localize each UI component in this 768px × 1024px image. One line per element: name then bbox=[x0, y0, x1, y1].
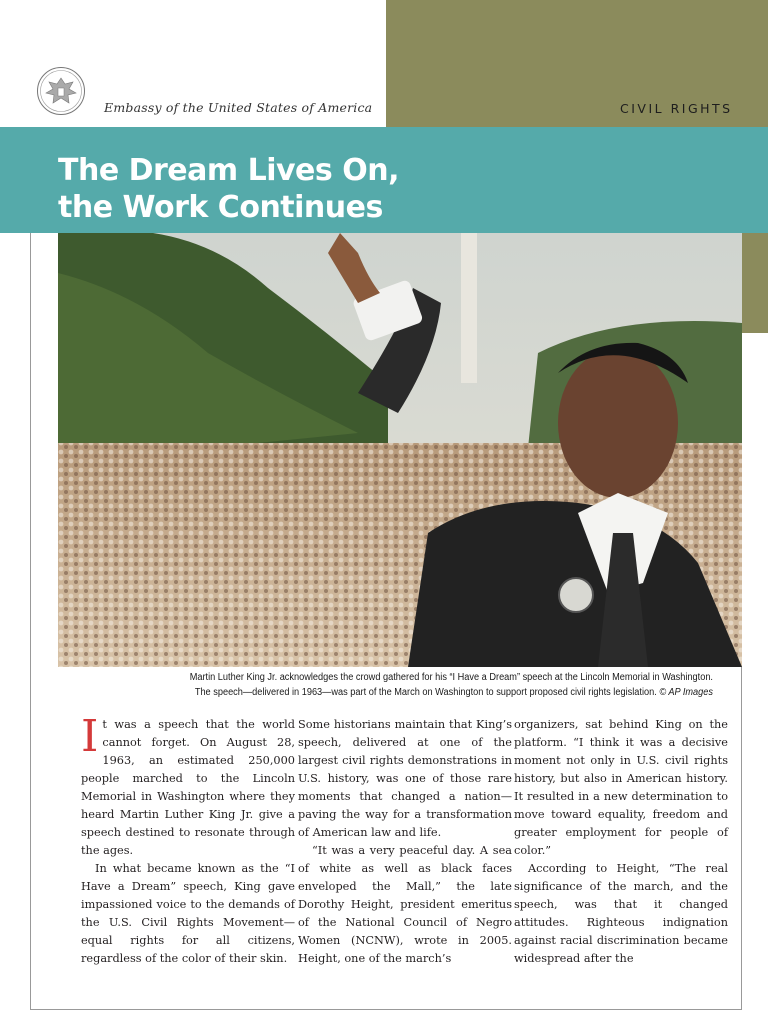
caption-line-2: The speech—delivered in 1963—was part of the March on Washington to support proposed civil rights legislation. bbox=[194, 687, 657, 698]
paragraph bbox=[81, 711, 295, 860]
paragraph: In what became known as the “I Have a Dream” speech, King gave impassioned voice to the demands of the U.S. Civil Rights Movement—equal rights for all citizens, regardless of the color of their skin. bbox=[81, 862, 295, 965]
photo bbox=[58, 233, 742, 667]
article-column-2 bbox=[298, 716, 512, 968]
paragraph: According to Height, “The real significance of the march, and the speech, was that it changed attitudes. Righteous indignation against racial discrimination became widespread after the bbox=[514, 862, 728, 965]
paragraph: “It was a very peaceful day. A sea of white as well as black faces enveloped the Mall,” the late Dorothy Height, president emeritus of the National Council of Negro Women (NCNW), wrote in 2005. Height, one of the march’s bbox=[298, 844, 512, 965]
frame-left-rule bbox=[30, 233, 31, 1009]
side-color-strip bbox=[742, 233, 768, 333]
article-column-3 bbox=[514, 716, 728, 968]
frame-right-rule bbox=[741, 667, 742, 1009]
photo-caption bbox=[110, 670, 713, 700]
photo-credit: © AP Images bbox=[659, 687, 713, 698]
title-line-1: The Dream Lives On, bbox=[58, 153, 399, 188]
drop-cap: I bbox=[81, 711, 99, 762]
title-line-2: the Work Continues bbox=[58, 190, 383, 225]
section-label: CIVIL RIGHTS bbox=[620, 101, 733, 116]
page-title bbox=[58, 152, 399, 226]
embassy-name: Embassy of the United States of America bbox=[104, 100, 373, 115]
great-seal-icon bbox=[36, 66, 86, 116]
paragraph: Some historians maintain that King’s speech, delivered at one of the largest civil rights demonstrations in U.S. history, was one of those rare moments that changed a nation—paving the way for a transformation of American law and life. bbox=[298, 718, 512, 839]
frame-bottom-rule bbox=[30, 1009, 742, 1010]
caption-line-1: Martin Luther King Jr. acknowledges the crowd gathered for his “I Have a Dream” speech at the Lincoln Memorial in Washington. bbox=[189, 672, 713, 683]
paragraph: organizers, sat behind King on the platform. “I think it was a decisive moment not only in U.S. civil rights history, but also in American history. It resulted in a new determination to move toward equality, freedom and greater employment for people of color.” bbox=[514, 718, 728, 857]
article-column-1 bbox=[81, 711, 295, 968]
paragraph-text: t was a speech that the world cannot forget. On August 28, 1963, an estimated 250,000 people marched to the Lincoln Memorial in Washington where they heard Martin Luther King Jr. give a speech destined to resonate through the ages. bbox=[81, 718, 295, 857]
